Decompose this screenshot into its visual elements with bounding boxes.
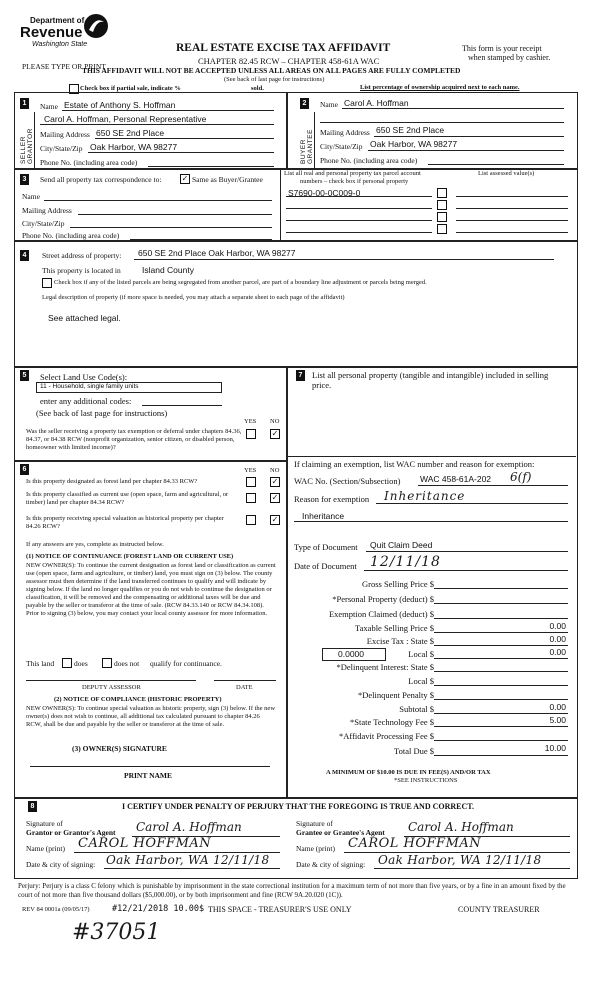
- excise-state-value: 0.00: [549, 634, 566, 644]
- perjury-notice: Perjury: Perjury is a class C felony which is punishable by imprisonment in the state correctional institution for a maximum term of not more than five years, or by a fine in an amount fixed by the court of not more than five thousand dollars ($5,000.00), or by both imprisonment and fine (RCW 9A.20.020 (1C)).: [18, 882, 566, 899]
- form-title: REAL ESTATE EXCISE TAX AFFIDAVIT: [176, 42, 391, 54]
- tech-fee-label: *State Technology Fee $: [350, 717, 434, 727]
- s3-city-label: City/State/Zip: [22, 219, 65, 228]
- grantor-signature: Carol A. Hoffman: [136, 820, 242, 834]
- buyer-mailing-label: Mailing Address: [320, 128, 370, 137]
- sold-label: sold.: [251, 85, 264, 92]
- buyer-city-line: [368, 150, 564, 151]
- gross-line: [434, 588, 568, 589]
- receipt-note-1: This form is your receipt: [462, 44, 542, 53]
- grantee-signature: Carol A. Hoffman: [408, 820, 514, 834]
- notice2-body: NEW OWNER(S): To continue special valuation as historic property, sign (3) below. If the new owner(s) does not wish to continue, all additional tax calculated pursuant to chapter 84.26 RCW, shall be due and payable by the seller or transferor at the time of sale.: [26, 705, 276, 728]
- grantee-date-label: Date & city of signing:: [296, 860, 366, 869]
- assessed-line-1: [456, 196, 568, 197]
- does-label: does: [74, 659, 88, 668]
- section-2-number: 2: [300, 98, 309, 109]
- subtotal-value: 0.00: [549, 702, 566, 712]
- grantor-name: CAROL HOFFMAN: [78, 836, 212, 851]
- section-8-number: 8: [28, 801, 37, 812]
- q2-yes-checkbox[interactable]: [246, 493, 256, 503]
- seller-phone-label: Phone No. (including area code): [40, 158, 138, 167]
- buyer-divider: [314, 112, 315, 168]
- doc-type-label: Type of Document: [294, 542, 358, 552]
- notice1-body: NEW OWNER(S): To continue the current designation as forest land or classification as current use (open space, farm and agriculture, or timber) land, you must sign on (3) below. The county assessor must then determine if the land transferred continues to qualify and will indicate by signing below. If the land no longer qualifies or you do not wish to continue the designation or classification, it will be removed and the compensating or additional taxes will be due and payable by the seller or transferor at the time of sale. (RCW 84.33.140 or RCW 84.34.108). Prior to signing (3) below, you may contact your local county assessor for more information.: [26, 562, 276, 617]
- doc-type-line: [366, 551, 568, 552]
- buyer-mailing: 650 SE 2nd Place: [376, 125, 445, 135]
- s3-phone-label: Phone No. (including area code): [22, 231, 120, 240]
- buyer-name: Carol A. Hoffman: [344, 98, 409, 108]
- s3-mailing-label: Mailing Address: [22, 206, 72, 215]
- assessed-line-2: [456, 208, 568, 209]
- buyer-name-line: [342, 108, 564, 109]
- segregated-label: Check box if any of the listed parcels are being segregated from another parcel, are part of a boundary line adjustment or parcels being merged.: [54, 279, 427, 286]
- seller-city: Oak Harbor, WA 98277: [90, 142, 178, 152]
- does-checkbox[interactable]: [62, 658, 72, 668]
- local-value: 0.00: [549, 647, 566, 657]
- seller-city-label: City/State/Zip: [40, 144, 83, 153]
- personal-line: [434, 603, 568, 604]
- wac-line: [418, 485, 568, 486]
- seller-side-label: SELLER GRANTOR: [20, 128, 34, 164]
- segregated-checkbox[interactable]: [42, 278, 52, 288]
- q2-no-checkbox[interactable]: ✓: [271, 493, 279, 502]
- see-back: (See back of last page for instructions): [224, 76, 325, 83]
- seller-name2-line: [40, 124, 274, 125]
- gross-label: Gross Selling Price $: [361, 579, 434, 589]
- doc-type: Quit Claim Deed: [370, 540, 433, 550]
- legal-description: See attached legal.: [48, 313, 121, 323]
- doc-date: 12/11/18: [370, 554, 441, 570]
- exemption-claim-label: If claiming an exemption, list WAC number and reason for exemption:: [294, 459, 535, 469]
- tech-fee-value: 5.00: [549, 715, 566, 725]
- section-1-number: 1: [20, 98, 29, 109]
- wac-label: WAC No. (Section/Subsection): [294, 476, 401, 486]
- subtotal-line: [434, 713, 568, 714]
- parcel-checkbox-3[interactable]: [437, 212, 447, 222]
- same-as-buyer-label: Same as Buyer/Grantee: [192, 175, 263, 184]
- delinq-local-line: [434, 685, 568, 686]
- exemption-deduct-label: Exemption Claimed (deduct) $: [328, 609, 434, 619]
- delinq-penalty-label: *Delinquent Penalty $: [357, 690, 434, 700]
- receipt-note-2: when stamped by cashier.: [468, 53, 551, 62]
- deputy-assessor-label: DEPUTY ASSESSOR: [82, 684, 141, 691]
- qualify-label: qualify for continuance.: [150, 659, 222, 668]
- parcel-header-1: List all real and personal property tax parcel account: [284, 170, 421, 177]
- s5-no: NO: [270, 418, 280, 425]
- q1-no-checkbox[interactable]: ✓: [271, 477, 279, 486]
- notice2-title: (2) NOTICE OF COMPLIANCE (HISTORIC PROPERTY): [54, 696, 222, 703]
- grantee-date-city: Oak Harbor, WA 12/11/18: [378, 853, 542, 867]
- reason-typed: Inheritance: [302, 511, 345, 521]
- treasurer-space: THIS SPACE - TREASURER'S USE ONLY: [208, 905, 352, 914]
- section-6-number: 6: [20, 464, 29, 475]
- grantor-date-label: Date & city of signing:: [26, 860, 96, 869]
- located-label: This property is located in: [42, 266, 121, 275]
- form-subtitle: CHAPTER 82.45 RCW – CHAPTER 458-61A WAC: [198, 56, 380, 66]
- certify-statement: I CERTIFY UNDER PENALTY OF PERJURY THAT THE FOREGOING IS TRUE AND CORRECT.: [122, 802, 475, 811]
- s6-yes: YES: [244, 467, 257, 474]
- seller-name: Estate of Anthony S. Hoffman: [64, 100, 176, 110]
- doc-date-label: Date of Document: [294, 561, 357, 571]
- s6-question-2: Is this property classified as current use (open space, farm and agricultural, or timber) land per chapter 84.34 RCW?: [26, 491, 229, 506]
- s5-yes: YES: [244, 418, 257, 425]
- parcel-line-2: [286, 208, 432, 209]
- same-as-buyer-checkbox[interactable]: ✓: [181, 174, 189, 183]
- grantor-date-line: [104, 868, 280, 869]
- county-treasurer: COUNTY TREASURER: [458, 905, 540, 914]
- exemption-no-checkbox[interactable]: ✓: [271, 429, 279, 438]
- s7-divider: [286, 456, 576, 457]
- land-use-value: 11 - Household, single family units: [40, 383, 139, 390]
- buyer-side-label: BUYER GRANTEE: [300, 129, 314, 164]
- s5-see-back: (See back of last page for instructions): [36, 408, 168, 418]
- s3-name-label: Name: [22, 192, 40, 201]
- parcel-line-1: [286, 196, 432, 197]
- partial-sale-label: Check box if partial sale, indicate %: [80, 85, 181, 92]
- wac-number: WAC 458-61A-202: [420, 474, 492, 484]
- affidavit-fee-line: [434, 740, 568, 741]
- seller-phone-line: [148, 166, 274, 167]
- please-type: PLEASE TYPE OR PRINT: [22, 62, 106, 71]
- reason-handwritten: Inheritance: [384, 489, 466, 503]
- notice1-title: (1) NOTICE OF CONTINUANCE (FOREST LAND OR CURRENT USE): [26, 553, 234, 560]
- buyer-name-label: Name: [320, 100, 338, 109]
- handwritten-number: #37051: [72, 920, 161, 945]
- grantee-name: CAROL HOFFMAN: [348, 836, 482, 851]
- wac-handwritten: 6(f): [510, 470, 532, 484]
- assessed-line-4: [456, 232, 568, 233]
- grantee-sig-label-1: Signature of: [296, 819, 333, 828]
- delinq-state-label: *Delinquent Interest: State $: [336, 662, 434, 672]
- dor-logo-icon: [83, 12, 109, 40]
- section-3-number: 3: [20, 174, 29, 185]
- delinq-penalty-line: [434, 699, 568, 700]
- personal-property-label: List all personal property (tangible and intangible) included in selling price.: [312, 370, 549, 390]
- section-4-number: 4: [20, 250, 29, 261]
- correspondence-label: Send all property tax correspondence to:: [40, 175, 162, 184]
- street-label: Street address of property:: [42, 251, 122, 260]
- seller-city-line: [88, 152, 274, 153]
- dor-logo: [18, 10, 118, 58]
- minimum-note: A MINIMUM OF $10.00 IS DUE IN FEE(S) AND/OR TAX: [326, 769, 491, 776]
- if-yes-note: If any answers are yes, complete as instructed below.: [26, 541, 164, 548]
- excise-state-line: [434, 645, 568, 646]
- buyer-city-label: City/State/Zip: [320, 142, 363, 151]
- total-line: [434, 755, 568, 756]
- seller-divider: [34, 112, 35, 168]
- seller-mailing-label: Mailing Address: [40, 130, 90, 139]
- parcel-checkbox-4[interactable]: [437, 224, 447, 234]
- s6-no: NO: [270, 467, 280, 474]
- affidavit-fee-label: *Affidavit Processing Fee $: [339, 731, 434, 741]
- seller-name2: Carol A. Hoffman, Personal Representative: [44, 114, 207, 124]
- dor-dept-line2: Revenue: [20, 24, 83, 41]
- dor-dept-line1: Department of: [30, 16, 85, 25]
- buyer-mailing-line: [374, 136, 564, 137]
- q1-yes-checkbox[interactable]: [246, 477, 256, 487]
- local-line: [434, 658, 568, 659]
- additional-codes-line: [142, 405, 222, 406]
- section-3-divider: [280, 168, 281, 240]
- legal-label: Legal description of property (if more space is needed, you may attach a separate sheet to each page of the affidavit): [42, 294, 345, 301]
- parcel-checkbox-2[interactable]: [437, 200, 447, 210]
- parcel-header-2: numbers – check box if personal property: [300, 178, 409, 185]
- s3-name-line: [44, 200, 272, 201]
- does-not-checkbox[interactable]: [102, 658, 112, 668]
- total-value: 10.00: [544, 743, 566, 753]
- s3-city-line: [70, 227, 272, 228]
- street-address: 650 SE 2nd Place Oak Harbor, WA 98277: [138, 248, 296, 258]
- delinq-local-label: Local $: [408, 676, 434, 686]
- q3-yes-checkbox[interactable]: [246, 515, 256, 525]
- doc-date-line: [364, 570, 568, 571]
- subtotal-label: Subtotal $: [399, 704, 434, 714]
- s6-question-1: Is this property designated as forest land per chapter 84.33 RCW?: [26, 478, 198, 485]
- reason-line: [376, 503, 568, 504]
- parcel-line-3: [286, 220, 432, 221]
- section-7-number: 7: [296, 370, 305, 381]
- deputy-line: [26, 680, 196, 681]
- form-warning: THIS AFFIDAVIT WILL NOT BE ACCEPTED UNLESS ALL AREAS ON ALL PAGES ARE FULLY COMPLETED: [82, 66, 461, 75]
- rev-number: REV 84 0001a (09/05/17): [22, 906, 90, 913]
- total-label: Total Due $: [393, 746, 434, 756]
- excise-state-label: Excise Tax : State $: [366, 636, 434, 646]
- grantor-sig-label-2: Grantor or Grantor's Agent: [26, 828, 116, 837]
- buyer-phone-label: Phone No. (including area code): [320, 156, 418, 165]
- seller-name-label: Name: [40, 102, 58, 111]
- grantor-date-city: Oak Harbor, WA 12/11/18: [106, 853, 270, 867]
- owner-signature-label: (3) OWNER(S) SIGNATURE: [72, 744, 167, 753]
- deputy-date-line: [214, 680, 276, 681]
- parcel-line-4: [286, 232, 432, 233]
- exemption-question: Was the seller receiving a property tax exemption or deferral under chapters 84.36, 84.37, or 84.38 RCW (nonprofit organization, senior citizen, or disabled person, homeowner with limited income)?: [26, 428, 242, 451]
- seller-name-line: [62, 110, 274, 111]
- assessed-header: List assessed value(s): [478, 170, 535, 177]
- s6-question-3: Is this property receiving special valuation as historical property per chapter 84.26 RCW?: [26, 515, 224, 530]
- taxable-value: 0.00: [549, 621, 566, 631]
- local-label: Local $: [408, 649, 434, 659]
- reason-line-2: [294, 521, 568, 522]
- buyer-phone-line: [428, 164, 564, 165]
- local-rate: 0.0000: [338, 649, 364, 659]
- reason-label: Reason for exemption: [294, 494, 370, 504]
- grantee-sig-label-2: Grantee or Grantee's Agent: [296, 828, 385, 837]
- buyer-name2-line: [320, 122, 564, 123]
- q3-no-checkbox[interactable]: ✓: [271, 515, 279, 524]
- see-instructions: *SEE INSTRUCTIONS: [394, 777, 458, 784]
- grantee-name-label: Name (print): [296, 844, 335, 853]
- does-not-label: does not: [114, 659, 140, 668]
- taxable-line: [434, 632, 568, 633]
- personal-deduct-label: *Personal Property (deduct) $: [332, 594, 434, 604]
- assessed-line-3: [456, 220, 568, 221]
- grantor-name-label: Name (print): [26, 844, 65, 853]
- county: Island County: [142, 265, 194, 275]
- s3-mailing-line: [78, 214, 272, 215]
- print-name-label: PRINT NAME: [124, 771, 172, 780]
- exemption-yes-checkbox[interactable]: [246, 429, 256, 439]
- deputy-date-label: DATE: [236, 684, 253, 691]
- street-line: [134, 259, 554, 260]
- delinq-state-line: [434, 671, 568, 672]
- this-land-label: This land: [26, 659, 55, 668]
- seller-mailing-line: [95, 138, 274, 139]
- owner-sig-line: [30, 766, 270, 767]
- buyer-city: Oak Harbor, WA 98277: [370, 139, 458, 149]
- additional-codes-label: enter any additional codes:: [40, 396, 132, 406]
- ownership-pct-label: List percentage of ownership acquired next to each name.: [360, 84, 520, 91]
- dor-dept-line3: Washington State: [32, 41, 88, 48]
- seller-mailing: 650 SE 2nd Place: [96, 128, 165, 138]
- parcel-number: S7690-00-0C009-0: [288, 188, 361, 198]
- grantor-sig-label-1: Signature of: [26, 819, 63, 828]
- parcel-checkbox-1[interactable]: [437, 188, 447, 198]
- exemption-line: [434, 618, 568, 619]
- section-5-number: 5: [20, 370, 29, 381]
- tech-fee-line: [434, 726, 568, 727]
- grantee-date-line: [374, 868, 570, 869]
- land-use-label: Select Land Use Code(s):: [40, 372, 128, 382]
- taxable-label: Taxable Selling Price $: [355, 623, 434, 633]
- cashier-stamp: #12/21/2018 10.00$: [112, 904, 205, 914]
